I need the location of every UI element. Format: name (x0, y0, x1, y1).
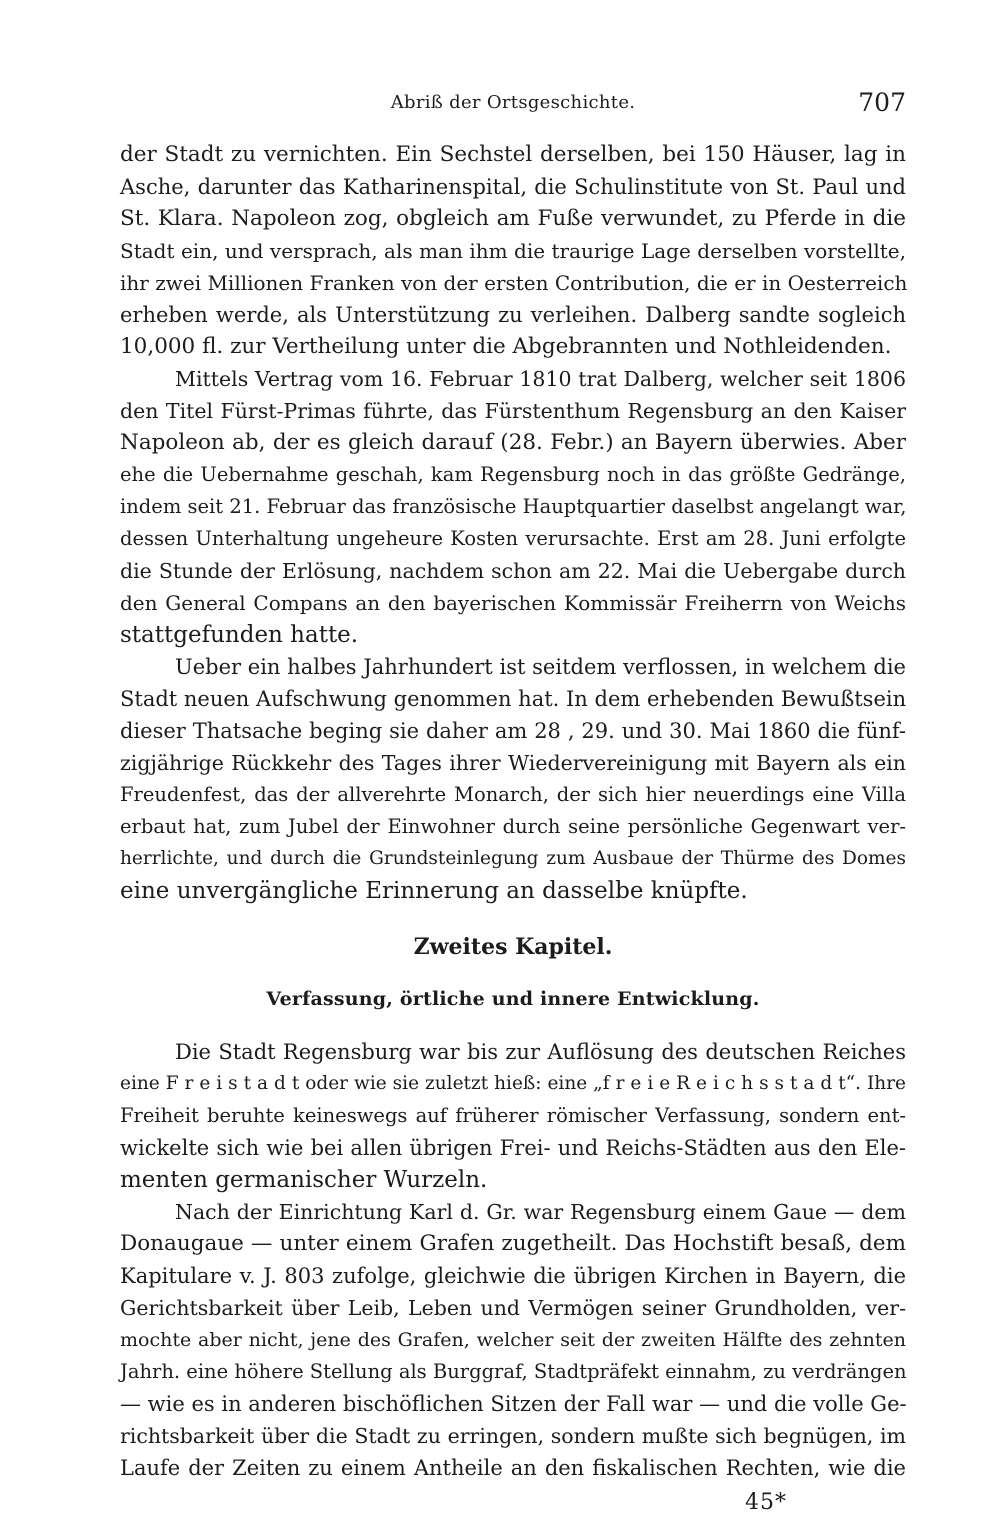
text-line: Kapitulare v. J. 803 zufolge, gleichwie die übrigen Kirchen in Bayern, die (120, 1264, 906, 1288)
text-line: mochte aber nicht, jene des Grafen, welcher seit der zweiten Hälfte des zehnten (120, 1329, 906, 1351)
text-line: Laufe der Zeiten zu einem Antheile an den fiskalischen Rechten, wie die (120, 1456, 906, 1480)
text-line: wickelte sich wie bei allen übrigen Frei- und Reichs-Städten aus den Ele- (120, 1136, 906, 1160)
text-line: Donaugaue — unter einem Grafen zugetheilt. Das Hochstift besaß, dem (120, 1231, 906, 1256)
text-line: den Titel Fürst-Primas führte, das Fürstenthum Regensburg an den Kaiser (120, 399, 906, 423)
text-line: den General Compans an den bayerischen Kommissär Freiherrn von Weichs (120, 591, 906, 615)
text-line: ihr zwei Millionen Franken von der ersten Contribution, die er in Oesterreich (120, 271, 908, 295)
text-line: zigjährige Rückkehr des Tages ihrer Wiedervereinigung mit Bayern als ein (120, 751, 906, 775)
text-line: ehe die Uebernahme geschah, kam Regensburg noch in das größte Gedränge, (120, 463, 906, 486)
text-line: Freiheit beruhte keineswegs auf früherer römischer Verfassung, sondern ent- (120, 1104, 906, 1127)
text-line: Jahrh. eine höhere Stellung als Burggraf, Stadtpräfekt einnahm, zu verdrängen (120, 1360, 907, 1383)
text-line: Napoleon ab, der es gleich darauf (28. Febr.) an Bayern überwies. Aber (120, 430, 906, 455)
text-line: dessen Unterhaltung ungeheure Kosten verursachte. Erst am 28. Juni erfolgte (120, 527, 906, 550)
text-line: Freudenfest, das der allverehrte Monarch, der sich hier neuerdings eine Villa (120, 783, 906, 806)
text-line: Stadt ein, und versprach, als man ihm die traurige Lage derselben vorstellte, (120, 239, 906, 263)
page-number: 707 (858, 88, 906, 117)
text-line: dieser Thatsache beging sie daher am 28 , 29. und 30. Mai 1860 die fünf- (120, 719, 906, 743)
text-line: die Stunde der Erlösung, nachdem schon am 22. Mai die Uebergabe durch (120, 559, 906, 583)
text-line: herrlichte, und durch die Grundsteinlegung zum Ausbaue der Thürme des Domes (120, 848, 906, 869)
text-line: stattgefunden hatte. (120, 622, 359, 648)
text-line: erbaut hat, zum Jubel der Einwohner durch seine persönliche Gegenwart ver- (120, 815, 906, 838)
text-line: Stadt neuen Aufschwung genommen hat. In dem erhebenden Bewußtsein (120, 687, 907, 711)
running-title: Abriß der Ortsgeschichte. (390, 92, 636, 113)
text-line: menten germanischer Wurzeln. (120, 1167, 488, 1193)
text-line: richtsbarkeit über die Stadt zu erringen, sondern mußte sich begnügen, im (120, 1424, 906, 1448)
text-line: indem seit 21. Februar das französische Hauptquartier daselbst angelangt war, (120, 495, 907, 518)
text-line: Die Stadt Regensburg war bis zur Auflösung des deutschen Reiches (175, 1040, 906, 1064)
text-line: eine F r e i s t a d t oder wie sie zuletzt hieß: eine „f r e i e R e i c h s s t a d t“. Ihre (120, 1073, 906, 1094)
text-line: Nach der Einrichtung Karl d. Gr. war Regensburg einem Gaue — dem (175, 1200, 906, 1224)
signature-mark: 45* (745, 1490, 787, 1515)
text-line: eine unvergängliche Erinnerung an dasselbe knüpfte. (120, 878, 748, 904)
text-line: erheben werde, als Unterstützung zu verleihen. Dalberg sandte sogleich (120, 303, 906, 327)
text-line: der Stadt zu vernichten. Ein Sechstel derselben, bei 150 Häuser, lag in (120, 142, 906, 167)
text-line: 10,000 fl. zur Vertheilung unter die Abgebrannten und Nothleidenden. (120, 334, 892, 359)
text-line: — wie es in anderen bischöflichen Sitzen der Fall war — und die volle Ge- (120, 1392, 907, 1416)
text-line: Mittels Vertrag vom 16. Februar 1810 trat Dalberg, welcher seit 1806 (175, 367, 906, 391)
text-line: Ueber ein halbes Jahrhundert ist seitdem verflossen, in welchem die (175, 655, 906, 679)
section-title: Verfassung, örtliche und innere Entwicklung. (266, 988, 760, 1010)
text-line: St. Klara. Napoleon zog, obgleich am Fuße verwundet, zu Pferde in die (120, 206, 906, 231)
page-header (120, 88, 906, 122)
text-line: Asche, darunter das Katharinenspital, die Schulinstitute von St. Paul und (120, 175, 906, 199)
text-line: Gerichtsbarkeit über Leib, Leben und Vermögen seiner Grundholden, ver- (120, 1296, 906, 1320)
chapter-title: Zweites Kapitel. (413, 934, 613, 960)
